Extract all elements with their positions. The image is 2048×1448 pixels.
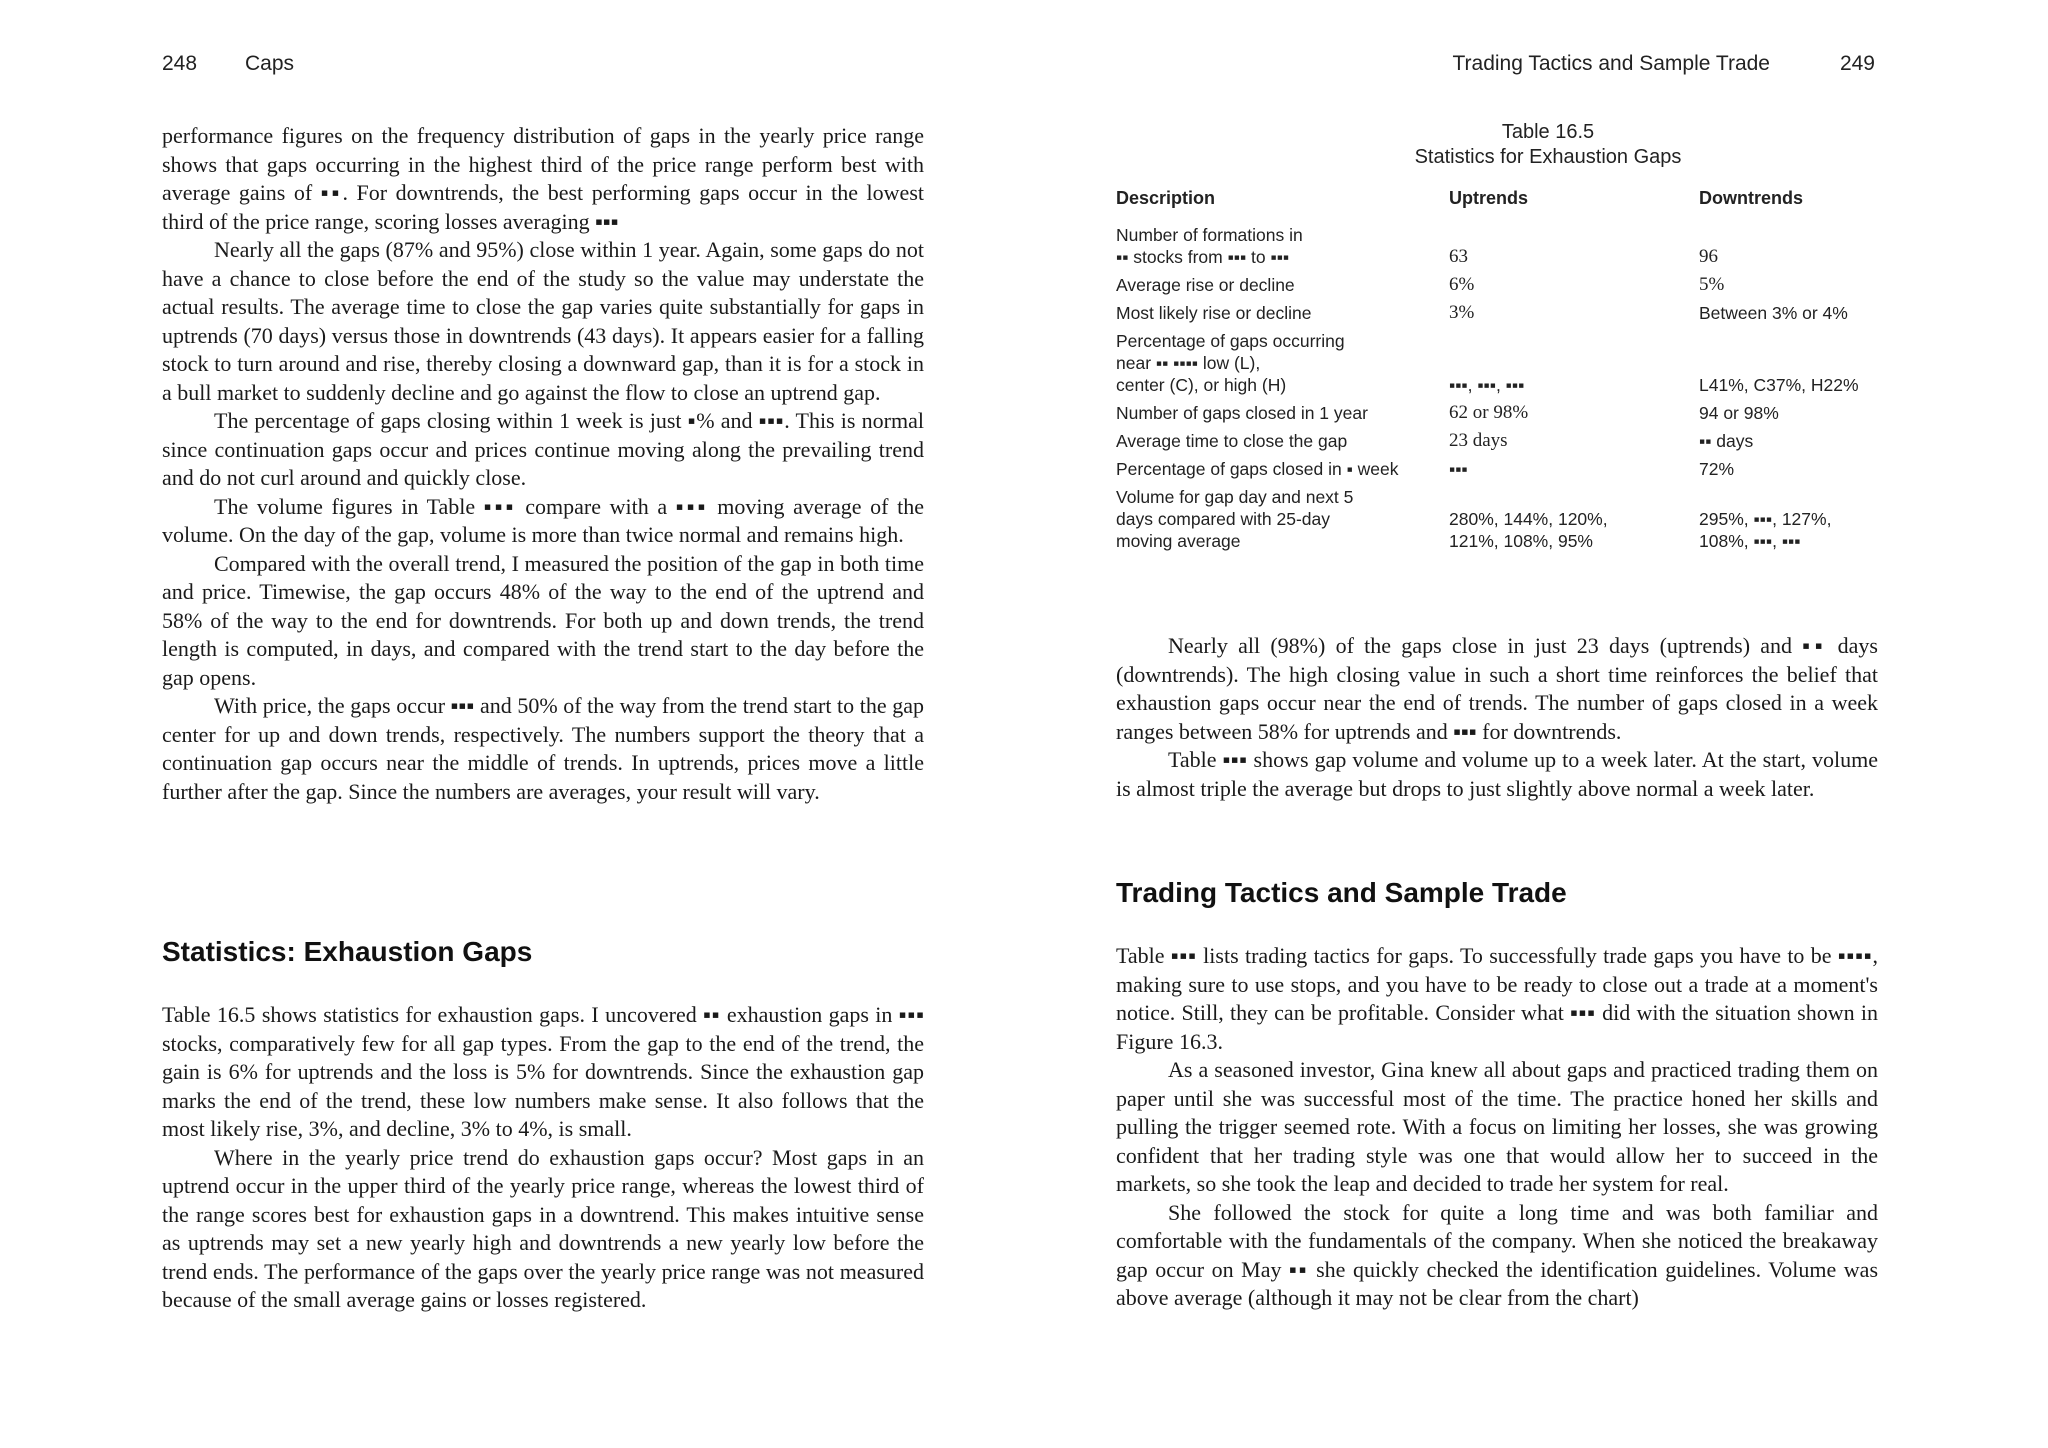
cell-line: Percentage of gaps closed in ▪ week [1116,459,1399,479]
section-heading: Trading Tactics and Sample Trade [1116,877,1567,908]
cell-description [1116,327,1449,399]
table-row [1116,455,1886,483]
cell-line: L41%, C37%, H22% [1699,375,1859,395]
cell-line: ▪▪ stocks from ▪▪▪ to ▪▪▪ [1116,247,1290,267]
cell-downtrends [1699,327,1886,399]
column-header-description: Description [1116,188,1216,208]
paragraph: The volume figures in Table ▪▪▪ compare with a ▪▪▪ moving average of the volume. On the day of the gap, volume is more than twice normal and remains high. [162,493,924,547]
cell-uptrends [1449,427,1699,455]
cell-line: Number of gaps closed in 1 year [1116,403,1368,423]
cell-description [1116,483,1449,555]
paragraph: She followed the stock for quite a long time and was both familiar and comfortable with the fundamentals of the company. When she noticed the breakaway gap occur on May ▪▪ she quickly checked the identification guidelines. Volume was above average (although it may not be clear from the chart) [1116,1199,1878,1310]
cell-line: days compared with 25-day [1116,509,1330,529]
cell-line: Percentage of gaps occurring [1116,331,1345,351]
cell-line: ▪▪▪, ▪▪▪, ▪▪▪ [1449,375,1525,395]
cell-line: 62 or 98% [1449,402,1529,423]
cell-line: 108%, ▪▪▪, ▪▪▪ [1699,531,1801,551]
running-head: Trading Tactics and Sample Trade [1452,52,1770,75]
cell-line: 6% [1449,274,1475,295]
paragraph: Where in the yearly price trend do exhaustion gaps occur? Most gaps in an uptrend occur in the upper third of the yearly price range, whereas the lowest third of the range scores best for exhaustion gaps in a downtrend. This makes intuitive sense as uptrends may set a new yearly high and downtrends a new yearly low before the trend ends. The performance of the gaps over the yearly price range was not measured because of the small average gains or losses registered. [162,1144,924,1312]
cell-line: 5% [1699,274,1725,295]
table-row [1116,299,1886,327]
table-number: Table 16.5 [1501,121,1595,143]
cell-downtrends [1699,399,1886,427]
paragraph: Table 16.5 shows statistics for exhaustion gaps. I uncovered ▪▪ exhaustion gaps in ▪▪▪ stocks, comparatively few for all gap types. From the gap to the end of the trend, the gain is 6% for uptrends and the loss is 5% for downtrends. Since the exhaustion gap marks the end of the trend, these low numbers make sense. It also follows that the most likely rise, 3%, and decline, 3% to 4%, is small. [162,1002,924,1141]
table-row [1116,327,1886,399]
cell-downtrends [1699,483,1886,555]
statistics-table [1116,188,1886,555]
cell-line: ▪▪ days [1699,431,1754,451]
cell-line: 3% [1449,302,1475,323]
cell-uptrends [1449,271,1699,299]
cell-uptrends [1449,299,1699,327]
page-number: 249 [1839,52,1875,75]
page-number: 248 [162,52,198,75]
cell-line: ▪▪▪ [1449,459,1468,479]
cell-line: Average rise or decline [1116,275,1295,295]
paragraph: performance figures on the frequency distribution of gaps in the yearly price range shows that gaps occurring in the highest third of the price range perform best with average gains of ▪▪. For downtrends, the best performing gaps occur in the lowest third of the price range, scoring losses averaging ▪▪▪ [162,123,924,234]
cell-uptrends [1449,221,1699,271]
cell-uptrends [1449,399,1699,427]
paragraph: The percentage of gaps closing within 1 week is just ▪% and ▪▪▪. This is normal since continuation gaps occur and prices continue moving along the prevailing trend and do not curl around and quickly close. [162,408,924,490]
cell-downtrends [1699,427,1886,455]
cell-description [1116,455,1449,483]
cell-description [1116,427,1449,455]
cell-description [1116,399,1449,427]
cell-description [1116,221,1449,271]
cell-line: moving average [1116,531,1241,551]
paragraph: Table ▪▪▪ shows gap volume and volume up to a week later. At the start, volume is almost triple the average but drops to just slightly above normal a week later. [1116,747,1878,801]
cell-line: 72% [1699,459,1735,479]
cell-downtrends [1699,455,1886,483]
cell-line: 63 [1449,246,1468,267]
paragraph: As a seasoned investor, Gina knew all about gaps and practiced trading them on paper until she was successful most of the time. The practice honed her skills and pulling the trigger seemed rote. With a focus on limiting her losses, she was growing confident that her trading style was one that would allow her to succeed in the markets, so she took the leap and decided to trade her system for real. [1116,1057,1878,1196]
table-caption: Statistics for Exhaustion Gaps [1414,146,1682,168]
paragraph: Nearly all (98%) of the gaps close in just 23 days (uptrends) and ▪▪ days (downtrends). The high closing value in such a short time reinforces the belief that exhaustion gaps occur near the end of trends. The number of gaps closed in a week ranges between 58% for uptrends and ▪▪▪ for downtrends. [1116,633,1878,744]
paragraph: With price, the gaps occur ▪▪▪ and 50% of the way from the trend start to the gap center for up and down trends, respectively. The numbers support the theory that a continuation gap occurs near the middle of trends. In uptrends, prices move a little further after the gap. Since the numbers are averages, your result will vary. [162,693,924,804]
body-text-block [1116,942,1878,1313]
cell-line: Average time to close the gap [1116,431,1348,451]
cell-line: 96 [1699,246,1718,267]
body-text-block [162,1001,924,1315]
table-row [1116,427,1886,455]
cell-line: 121%, 108%, 95% [1449,531,1593,551]
paragraph: Nearly all the gaps (87% and 95%) close within 1 year. Again, some gaps do not have a chance to close before the end of the study so the value may understate the actual results. The average time to close the gap varies quite substantially for gaps in uptrends (70 days) versus those in downtrends (43 days). It appears easier for a falling stock to turn around and rise, thereby closing a downward gap, than it is for a stock in a bull market to suddenly decline and go against the flow to close an uptrend gap. [162,237,924,405]
cell-line: center (C), or high (H) [1116,375,1287,395]
cell-uptrends [1449,483,1699,555]
cell-line: Most likely rise or decline [1116,303,1312,323]
table-row [1116,221,1886,271]
paragraph: Table ▪▪▪ lists trading tactics for gaps. To successfully trade gaps you have to be ▪▪▪▪, making sure to use stops, and you have to be ready to close out a trade at a moment's notice. Still, they can be profitable. Consider what ▪▪▪ did with the situation shown in Figure 16.3. [1116,943,1878,1054]
cell-line: 23 days [1449,430,1508,451]
cell-line: Volume for gap day and next 5 [1116,487,1354,507]
column-header-downtrends: Downtrends [1699,188,1804,208]
column-header-uptrends: Uptrends [1449,188,1529,208]
cell-line: Number of formations in [1116,225,1303,245]
table-title [1024,120,2048,170]
table-row [1116,399,1886,427]
body-text-block [1116,632,1878,803]
cell-description [1116,299,1449,327]
table-header-row [1116,188,1886,221]
cell-downtrends [1699,221,1886,271]
cell-line: 295%, ▪▪▪, 127%, [1699,509,1832,529]
table-row [1116,483,1886,555]
cell-downtrends [1699,299,1886,327]
cell-description [1116,271,1449,299]
cell-line: near ▪▪ ▪▪▪▪ low (L), [1116,353,1261,373]
cell-downtrends [1699,271,1886,299]
cell-uptrends [1449,455,1699,483]
cell-line: 94 or 98% [1699,403,1779,423]
cell-line: 280%, 144%, 120%, [1449,509,1608,529]
cell-uptrends [1449,327,1699,399]
running-head: Caps [245,52,295,75]
cell-line: Between 3% or 4% [1699,303,1848,323]
section-heading: Statistics: Exhaustion Gaps [162,936,533,967]
paragraph: Compared with the overall trend, I measured the position of the gap in both time and price. Timewise, the gap occurs 48% of the way to the end of the uptrend and 58% of the way to the end for downtrends. For both up and down trends, the trend length is computed, in days, and compared with the trend start to the day before the gap opens. [162,550,924,690]
table-row [1116,271,1886,299]
body-text-block [162,122,924,806]
right-page [1024,0,2048,1448]
